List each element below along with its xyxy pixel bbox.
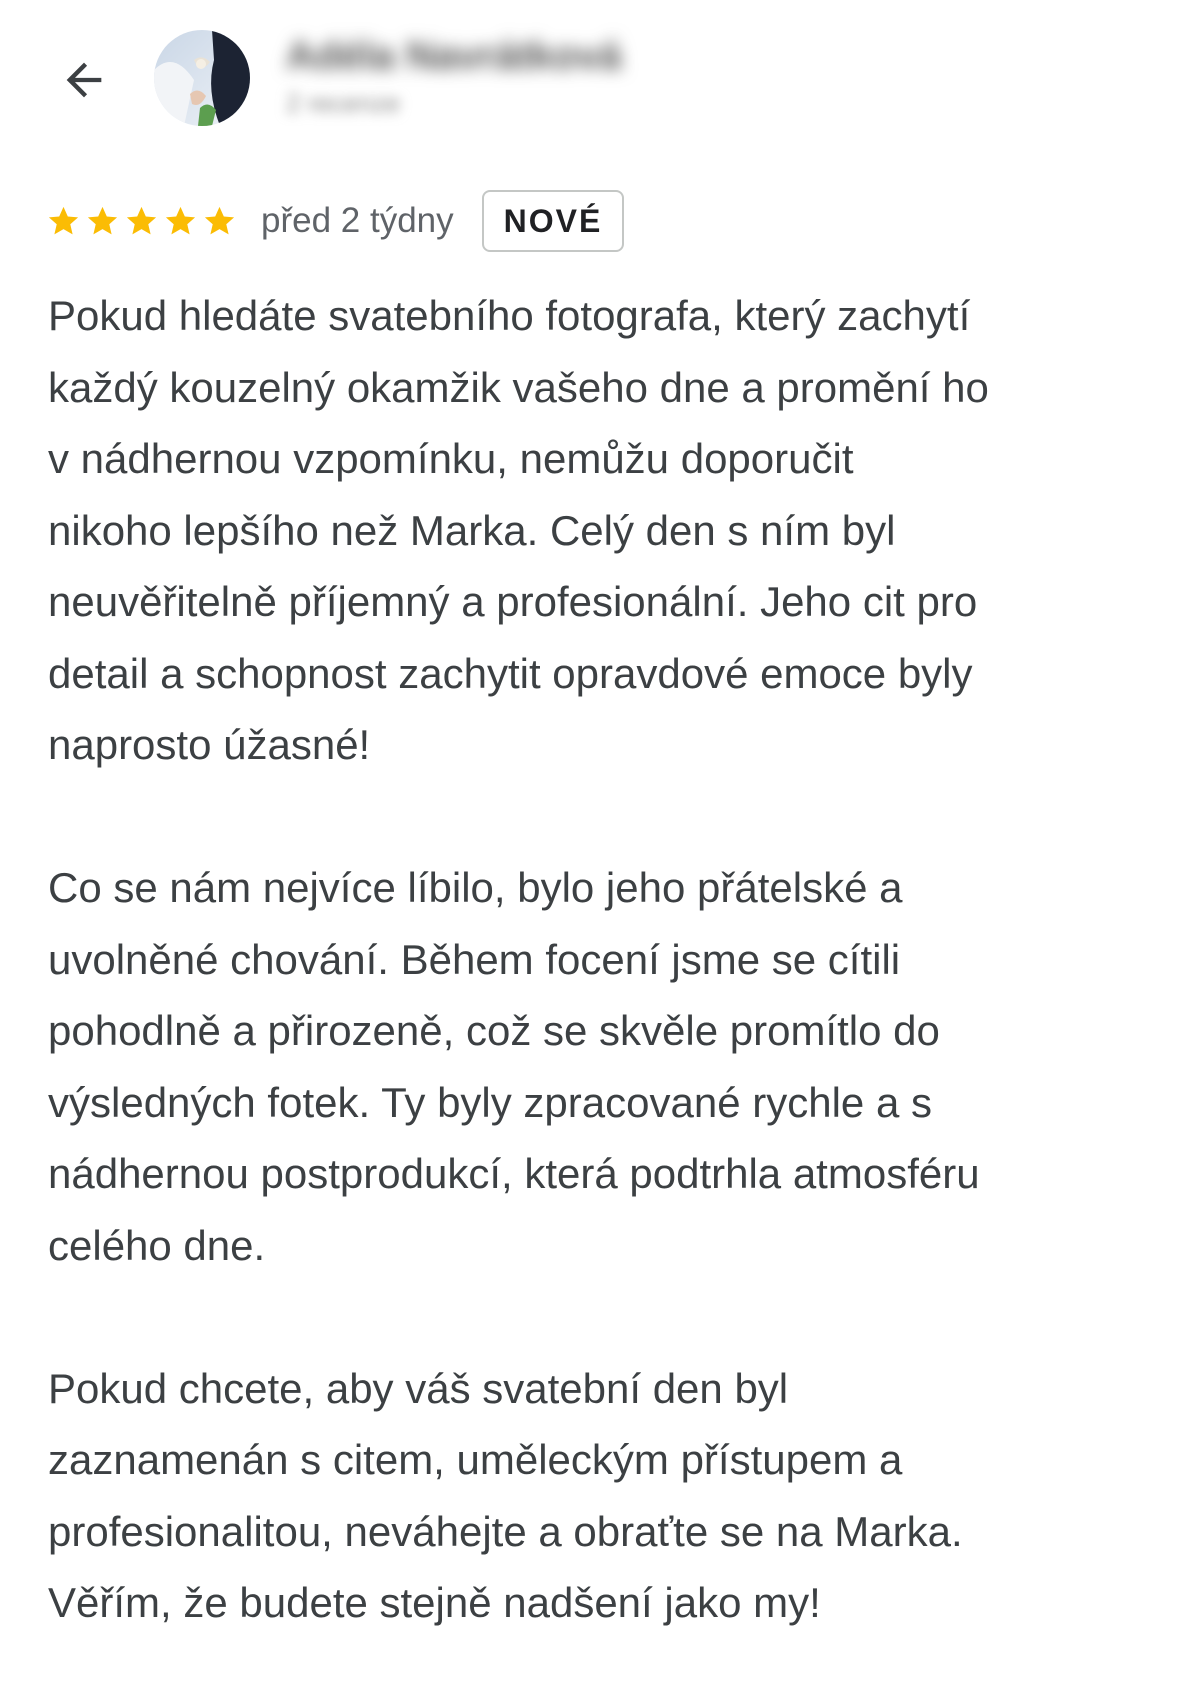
review-paragraph: Co se nám nejvíce líbilo, bylo jeho přátelské a uvolněné chování. Během focení jsme se cítili pohodlně a přirozeně, což se skvěle promítlo do výsledných fotek. Ty byly zpracované rychle a s nádhernou postprodukcí, která podtrhla atmosféru celého dne. xyxy=(48,864,980,1269)
review-paragraph: Pokud chcete, aby váš svatební den byl zaznamenán s citem, uměleckým přístupem a profesionalitou, neváhejte a obraťte se na Marka. Věřím, že budete stejně nadšení jako my! xyxy=(48,1364,963,1626)
review-paragraph: Pokud hledáte svatebního fotografa, který zachytí každý kouzelný okamžik vašeho dne a promění ho v nádhernou vzpomínku, nemůžu doporučit nikoho lepšího než Marka. Celý den s ním byl neuvěřitelně příjemný a profesionální. Jeho cit pro detail a schopnost zachytit opravdové emoce byly naprosto úžasné! xyxy=(48,292,989,768)
star-icon xyxy=(46,204,81,239)
avatar[interactable] xyxy=(154,30,250,126)
reviewer-name[interactable]: Adéla Navrátková xyxy=(286,34,622,78)
back-button[interactable] xyxy=(48,44,120,116)
review-text xyxy=(48,280,1158,1639)
reviewer-meta: 2 recenze xyxy=(286,88,401,118)
star-icon xyxy=(163,204,198,239)
rating-row xyxy=(46,186,624,256)
review-date: před 2 týdny xyxy=(261,201,454,240)
arrow-left-icon xyxy=(58,54,110,106)
star-icon xyxy=(124,204,159,239)
star-icon xyxy=(202,204,237,239)
new-badge: NOVÉ xyxy=(482,190,625,252)
star-rating xyxy=(46,204,237,239)
star-icon xyxy=(85,204,120,239)
review-header xyxy=(0,0,1179,170)
